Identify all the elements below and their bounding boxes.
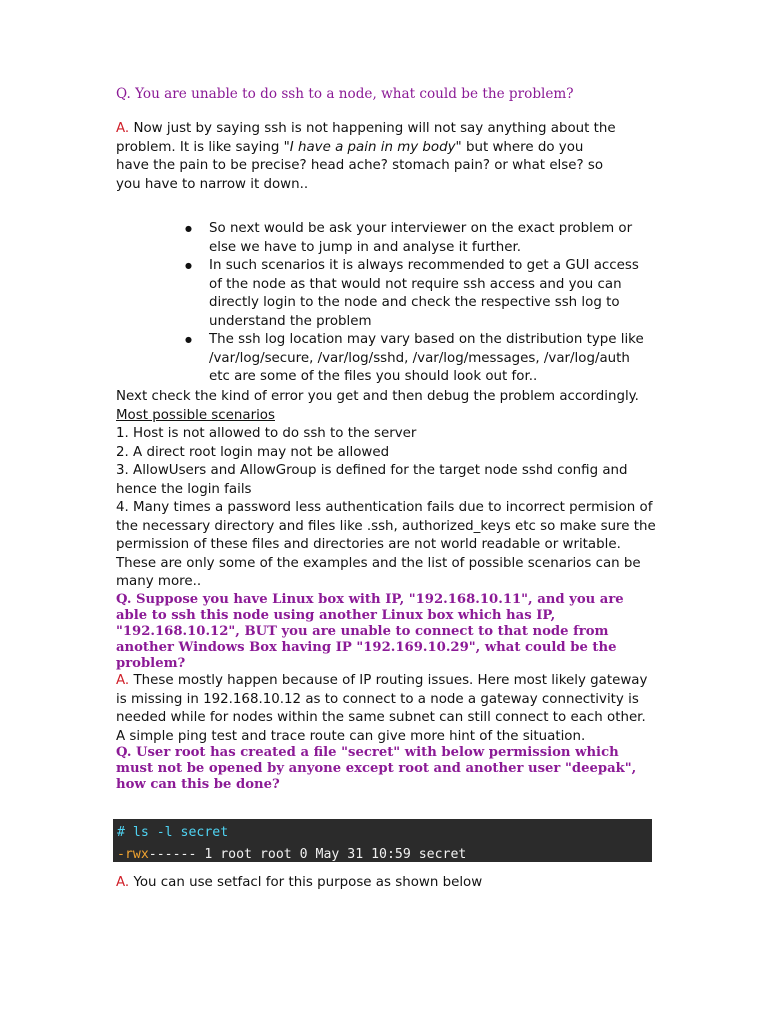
answer-marker: A. bbox=[116, 121, 130, 136]
question-1-text: Q. You are unable to do ssh to a node, what could be the problem? bbox=[116, 86, 574, 102]
question-3-text: Q. User root has created a file "secret" with below permission which must not be opened by anyone except root and another user "deepak", how can this be done? bbox=[116, 745, 637, 792]
next-check-text: Next check the kind of error you get and then debug the problem accordingly. bbox=[116, 389, 639, 404]
answer-1-text-a: Now just by saying ssh is not happening will not say anything about the problem. It is like saying " bbox=[116, 121, 616, 155]
bullet-text: So next would be ask your interviewer on the exact problem or else we have to jump in and analyse it further. bbox=[209, 221, 633, 255]
answer-3-text: You can use setfacl for this purpose as shown below bbox=[129, 875, 483, 890]
list-item bbox=[180, 220, 650, 257]
scenarios-closing: These are only some of the examples and the list of possible scenarios can be many more.. bbox=[116, 555, 641, 589]
scenario-item: 4. Many times a password less authentication fails due to incorrect permision of the necessary directory and files like .ssh, authorized_keys etc so make sure the permission of these files and directories are not world readable or writable. bbox=[116, 500, 656, 552]
bullet-icon: ● bbox=[185, 261, 192, 270]
scenario-item: 3. AllowUsers and AllowGroup is defined for the target node sshd config and hence the login fails bbox=[116, 463, 628, 497]
perm-rest: ------ bbox=[148, 847, 197, 862]
question-2-text: Q. Suppose you have Linux box with IP, "192.168.10.11", and you are able to ssh this node using another Linux box which has IP, "192.168.10.12", BUT you are unable to connect to that node from another Windows Box having IP "192.169.10.29", what could be the problem? bbox=[116, 592, 624, 671]
list-item bbox=[180, 257, 650, 331]
terminal-block bbox=[113, 819, 652, 862]
bullet-icon: ● bbox=[185, 335, 192, 344]
answer-3 bbox=[116, 874, 656, 893]
bullet-icon: ● bbox=[185, 224, 192, 233]
terminal-command: # ls -l secret bbox=[117, 825, 229, 840]
answer-2 bbox=[116, 672, 656, 746]
answer-2-text: These mostly happen because of IP routing issues. Here most likely gateway is missing in 192.168.10.12 as to connect to a node a gateway connectivity is needed while for nodes within the same subnet can still connect to each other. A simple ping test and trace route can give more hint of the situation. bbox=[116, 673, 648, 744]
bullet-text: In such scenarios it is always recommended to get a GUI access of the node as that would not require ssh access and you can directly login to the node and check the respective ssh log to understand the problem bbox=[209, 258, 639, 329]
bullet-list bbox=[180, 220, 650, 387]
answer-1-text-b: " but where do you have the pain to be precise? head ache? stomach pain? or what else? so you have to narrow it down.. bbox=[116, 139, 604, 192]
bullet-text: The ssh log location may vary based on the distribution type like /var/log/secure, /var/log/sshd, /var/log/messages, /var/log/auth etc are some of the files you should look out for.. bbox=[209, 332, 644, 384]
answer-marker: A. bbox=[116, 875, 130, 890]
answer-1 bbox=[116, 120, 616, 194]
answer-marker: A. bbox=[116, 673, 130, 688]
list-item bbox=[180, 331, 650, 387]
scenarios-section bbox=[116, 388, 656, 592]
question-2 bbox=[116, 592, 646, 672]
scenario-item: 2. A direct root login may not be allowed bbox=[116, 444, 390, 460]
question-1 bbox=[116, 86, 676, 102]
listing-text: 1 root root 0 May 31 10:59 secret bbox=[196, 847, 467, 862]
terminal-output bbox=[117, 845, 466, 864]
answer-1-italic: I have a pain in my body bbox=[289, 139, 456, 155]
perm-type: - bbox=[117, 847, 125, 862]
scenarios-heading: Most possible scenarios bbox=[116, 407, 275, 423]
scenario-item: 1. Host is not allowed to do ssh to the server bbox=[116, 426, 417, 441]
question-3 bbox=[116, 745, 646, 793]
perm-rwx: rwx bbox=[124, 847, 149, 862]
